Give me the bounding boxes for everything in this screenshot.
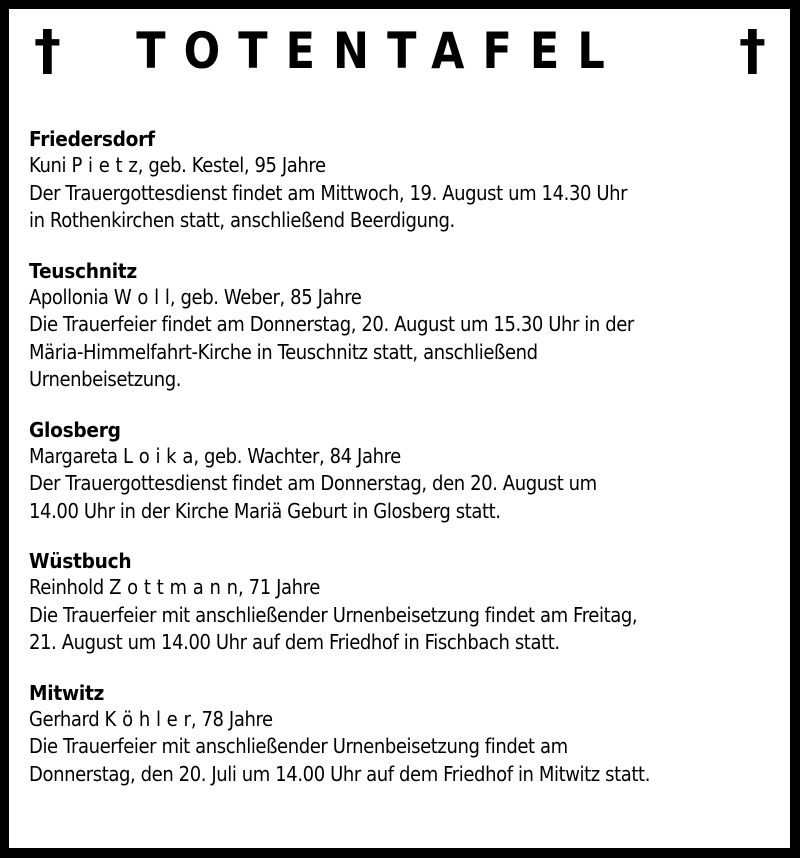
obituary-list <box>29 126 790 811</box>
entry-detail-line: Die Trauerfeier mit anschließender Urnenbeisetzung findet am <box>29 734 568 758</box>
given-name: Margareta <box>29 443 118 468</box>
obituary-board <box>9 9 790 848</box>
entry-detail-line: Märia-Himmelfahrt-Kirche in Teuschnitz statt, anschließend <box>29 339 538 364</box>
header <box>9 21 790 81</box>
cross-icon-right: † <box>739 19 766 82</box>
given-name: Reinhold <box>29 575 104 599</box>
entry-person <box>29 443 714 471</box>
entry-place: Glosberg <box>29 417 121 442</box>
entry-person <box>29 152 714 180</box>
cross-icon-left: † <box>34 19 61 82</box>
surname: P i e t z <box>71 153 138 177</box>
page-title: TOTENTAFEL <box>136 22 623 80</box>
given-name: Kuni <box>29 153 67 177</box>
person-suffix: , geb. Wachter, 84 Jahre <box>193 443 401 468</box>
entry-detail-line: in Rothenkirchen statt, anschließend Beerdigung. <box>29 208 455 232</box>
entry-person <box>29 284 714 312</box>
entry-person <box>29 706 714 734</box>
person-suffix: , 71 Jahre <box>238 575 320 599</box>
entry-place: Mitwitz <box>29 680 105 705</box>
obituary-entry <box>29 258 790 394</box>
obituary-entry <box>29 417 790 526</box>
entry-place: Wüstbuch <box>29 549 132 573</box>
given-name: Gerhard <box>29 706 100 731</box>
entry-detail-line: 14.00 Uhr in der Kirche Mariä Geburt in Glosberg statt. <box>29 498 501 523</box>
entry-place: Friedersdorf <box>29 127 155 151</box>
surname: L o i k a <box>122 443 194 468</box>
person-suffix: , geb. Weber, 85 Jahre <box>169 284 362 309</box>
given-name: Apollonia <box>29 284 109 309</box>
surname: W o l l <box>113 284 170 309</box>
entry-detail-line: 21. August um 14.00 Uhr auf dem Friedhof in Fischbach statt. <box>29 630 560 654</box>
entry-person <box>29 574 714 602</box>
entry-detail-line: Urnenbeisetzung. <box>29 367 182 391</box>
entry-detail-line: Der Trauergottesdienst findet am Donnerstag, den 20. August um <box>29 471 597 495</box>
entry-detail-line: Der Trauergottesdienst findet am Mittwoch, 19. August um 14.30 Uhr <box>29 180 628 205</box>
entry-detail-line: Donnerstag, den 20. Juli um 14.00 Uhr auf dem Friedhof in Mitwitz statt. <box>29 761 651 786</box>
person-suffix: , 78 Jahre <box>190 706 273 731</box>
entry-place: Teuschnitz <box>29 258 137 283</box>
obituary-entry <box>29 548 790 657</box>
entry-detail-line: Die Trauerfeier findet am Donnerstag, 20. August um 15.30 Uhr in der <box>29 312 634 336</box>
surname: Z o t t m a n n <box>109 575 239 599</box>
person-suffix: , geb. Kestel, 95 Jahre <box>137 153 326 177</box>
surname: K ö h l e r <box>104 706 191 731</box>
obituary-entry <box>29 126 790 235</box>
obituary-entry <box>29 680 790 789</box>
entry-detail-line: Die Trauerfeier mit anschließender Urnenbeisetzung findet am Freitag, <box>29 602 638 627</box>
